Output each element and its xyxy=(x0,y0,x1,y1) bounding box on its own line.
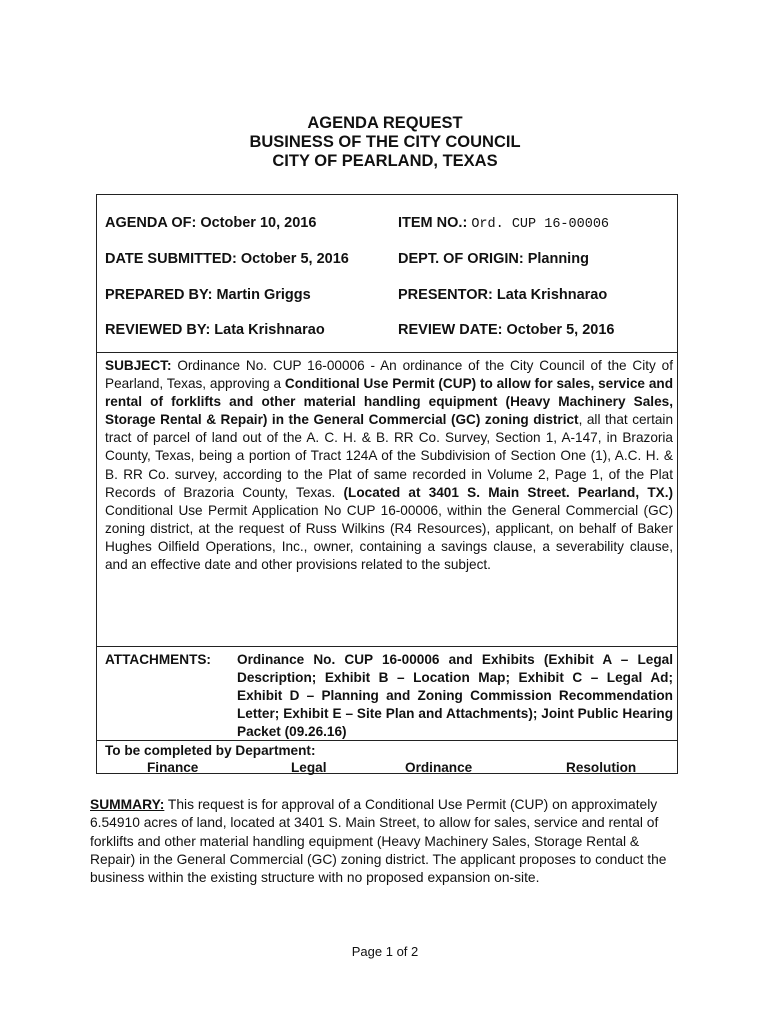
agenda-form-box xyxy=(96,194,678,774)
subject-label: SUBJECT: xyxy=(105,358,172,373)
col-finance: Finance xyxy=(147,760,199,775)
header-title: AGENDA REQUEST xyxy=(307,114,463,132)
subject-location: (Located at 3401 S. Main Street. Pearland, TX.) xyxy=(343,484,673,500)
document-header xyxy=(0,114,770,171)
col-ordinance: Ordinance xyxy=(405,760,473,775)
attachments-text: Ordinance No. CUP 16-00006 and Exhibits (Exhibit A – Legal Description; Exhibit B – Location Map; Exhibit C – Legal Ad; Exhibit D – Planning and Zoning Commission Recommendation Letter; Exhibit E – Site Plan and Attachments); Joint Public Hearing Packet (09.26.16) xyxy=(237,652,673,739)
subject-text: Ordinance No. CUP 16-00006 - An ordinance of the City Council of the City of Pearland, Texas, approving a xyxy=(105,358,673,392)
col-resolution: Resolution xyxy=(566,760,637,775)
item-no-value: Ord. CUP 16-00006 xyxy=(471,217,610,232)
divider xyxy=(97,646,677,647)
department-label: To be completed by Department: xyxy=(105,743,316,758)
reviewed-by: REVIEWED BY: Lata Krishnarao xyxy=(105,322,325,338)
summary-section xyxy=(90,796,676,887)
attachments-section xyxy=(105,651,673,741)
subject-legal: , all that certain tract of parcel of land out of the A. C. H. & B. RR Co. Survey, Section 1, A-147, in Brazoria County, Texas, being a portion of Tract 124A of the Subdivision of Section One (1), A.C. H. & B. RR Co. survey, according to the Plat of same recorded in Volume 2, Page 1, of the Plat Records of Brazoria County, Texas. xyxy=(105,412,673,500)
col-legal: Legal xyxy=(291,760,327,775)
divider xyxy=(97,352,677,353)
subject-permit: Conditional Use Permit (CUP) to allow for sales, service and rental of forklifts and other material handling equipment (Heavy Machinery Sales, Storage Rental & Repair) in the General Commercial (GC) zoning district xyxy=(105,376,673,428)
header-city: CITY OF PEARLAND, TEXAS xyxy=(272,152,498,170)
subject-section xyxy=(105,357,673,574)
summary-text: This request is for approval of a Conditional Use Permit (CUP) on approximately 6.54910 acres of land, located at 3401 S. Main Street, to allow for sales, service and rental of forklifts and other material handling equipment (Heavy Machinery Sales, Storage Rental & Repair) in the General Commercial (GC) zoning district. The applicant proposes to conduct the business within the existing structure with no proposed expansion on-site. xyxy=(90,797,667,886)
divider xyxy=(97,740,677,741)
header-subtitle: BUSINESS OF THE CITY COUNCIL xyxy=(249,133,521,151)
summary-label: SUMMARY: xyxy=(90,797,165,812)
page-number: Page 1 of 2 xyxy=(351,944,419,959)
subject-closing: Conditional Use Permit Application No CUP 16-00006, within the General Commercial (GC) zoning district, at the request of Russ Wilkins (R4 Resources), applicant, on behalf of Baker Hughes Oilfield Operations, Inc., owner, containing a savings clause, a severability clause, and an effective date and other provisions related to the subject. xyxy=(105,502,673,573)
date-submitted: DATE SUBMITTED: October 5, 2016 xyxy=(105,251,349,267)
item-no-label: ITEM NO.: xyxy=(398,215,468,231)
attachments-label: ATTACHMENTS: xyxy=(105,652,211,667)
agenda-of: AGENDA OF: October 10, 2016 xyxy=(105,215,317,231)
item-no xyxy=(398,215,609,232)
review-date: REVIEW DATE: October 5, 2016 xyxy=(398,322,615,338)
prepared-by: PREPARED BY: Martin Griggs xyxy=(105,287,311,303)
presentor: PRESENTOR: Lata Krishnarao xyxy=(398,287,608,303)
dept-of-origin: DEPT. OF ORIGIN: Planning xyxy=(398,251,589,267)
